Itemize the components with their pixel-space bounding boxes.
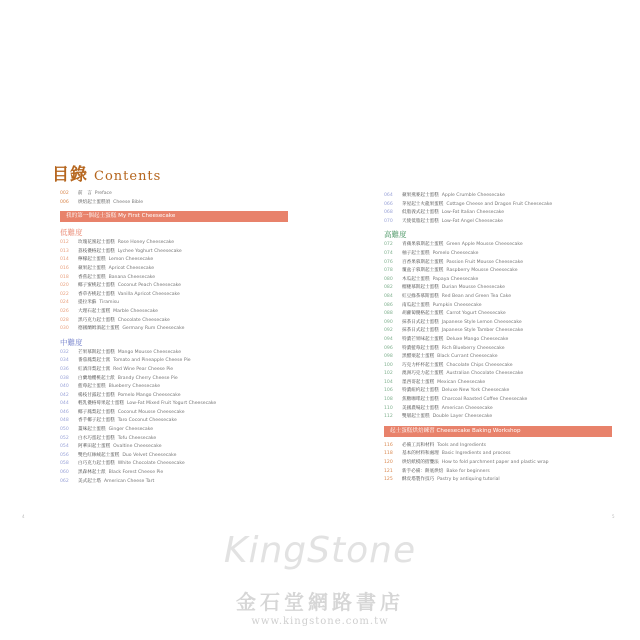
watermark-store-name: 金石堂網路書店 <box>236 590 404 614</box>
entry-title-en: Deluxe New York Cheesecake <box>441 388 510 394</box>
entry-title-en: Basic Ingredients and process <box>441 451 511 457</box>
toc-entry <box>384 192 612 201</box>
toc-entry <box>60 190 288 199</box>
entry-title-zh: 酥皮塔製作技巧 <box>402 477 435 483</box>
toc-entry <box>384 259 612 268</box>
entry-title-en: Brandy Cherry Cheese Pie <box>117 375 178 381</box>
entry-page-number: 064 <box>384 193 393 198</box>
entry-page-number: 013 <box>60 248 69 254</box>
entry-page-number: 086 <box>384 302 393 308</box>
entry-title-zh: 前 言 <box>78 191 92 196</box>
entry-title-en: Apricot Cheesecake <box>108 265 155 271</box>
toc-entry <box>60 274 288 283</box>
entry-page-number: 068 <box>384 210 393 216</box>
entry-title-zh: 特濃芒果味起士蛋糕 <box>402 336 444 342</box>
toc-entry <box>60 383 288 392</box>
entry-title-en: Red Wine Pear Cheese Pie <box>113 366 174 372</box>
toc-entry <box>384 468 612 477</box>
entry-title-zh: 柚子起士蛋糕 <box>402 250 430 256</box>
toc-entry <box>384 267 612 276</box>
entry-page-number: 072 <box>384 242 393 248</box>
entry-title-en: Pumpkin Cheesecake <box>432 302 482 308</box>
entry-page-number: 078 <box>384 268 393 274</box>
entry-title-en: Charcoal Roasted Coffee Cheesecake <box>441 397 528 403</box>
entry-page-number: 024 <box>60 300 69 306</box>
toc-entry <box>60 460 288 469</box>
entry-page-number: 030 <box>60 326 69 332</box>
entry-title-zh: 美式起士塔 <box>78 478 101 484</box>
toc-entry <box>60 357 288 366</box>
toc-entry <box>384 201 612 210</box>
entry-title-zh: 番茄鳳梨起士派 <box>78 358 111 364</box>
toc-entry <box>384 319 612 328</box>
entry-title-zh: 德國蘭姆酒起士蛋糕 <box>78 326 120 332</box>
entry-page-number: 048 <box>60 418 69 424</box>
toc-entry <box>60 375 288 384</box>
entry-page-number: 062 <box>60 478 69 484</box>
entry-title-zh: 基本的材料和處理 <box>402 451 439 457</box>
entry-page-number: 054 <box>60 444 69 450</box>
entry-page-number: 042 <box>60 392 69 398</box>
entry-page-number: 012 <box>60 240 69 246</box>
toc-entry <box>384 302 612 311</box>
toc-entry <box>384 209 612 218</box>
entry-title-zh: 青蘋果慕斯起士蛋糕 <box>402 242 444 248</box>
entry-title-en: Chocolate Chips Cheesecake <box>446 362 513 368</box>
entry-title-zh: 榴槤慕斯起士蛋糕 <box>402 285 439 291</box>
left-column <box>60 190 288 486</box>
entry-page-number: 112 <box>384 414 393 420</box>
toc-entry <box>60 417 288 426</box>
entry-title-zh: 阿華田起士蛋糕 <box>78 444 111 450</box>
entry-title-en: Blueberry Cheesecake <box>108 384 161 390</box>
entry-page-number: 104 <box>384 379 393 385</box>
entry-page-number: 080 <box>384 276 393 282</box>
toc-entry <box>384 387 612 396</box>
entry-title-en: Carrot Yogurt Cheesecake <box>446 311 506 317</box>
entry-title-en: Green Apple Mousse Cheesecake <box>446 242 523 248</box>
toc-entry <box>60 452 288 461</box>
toc-entry <box>60 469 288 478</box>
entry-title-zh: 白巧克力起士蛋糕 <box>78 461 115 467</box>
entry-title-en: Marble Cheesecake <box>113 308 158 314</box>
entry-title-zh: 椰子蜜桃起士蛋糕 <box>78 283 115 289</box>
entry-title-en: Tomato and Pineapple Cheese Pie <box>113 358 191 364</box>
entry-title-zh: 紅豆綠茶慕斯蛋糕 <box>402 293 439 299</box>
entry-title-en: Chocolate Cheesecake <box>117 317 170 323</box>
toc-entry <box>384 310 612 319</box>
entry-page-number: 084 <box>384 293 393 299</box>
watermark-url: www.kingstone.com.tw <box>251 616 389 627</box>
entry-page-number: 121 <box>384 468 393 474</box>
entry-title-zh: 提拉米蘇 <box>78 300 97 306</box>
entry-title-en: Pomelo Mango Cheesecake <box>117 392 181 398</box>
toc-entry <box>384 218 612 227</box>
entry-title-zh: 藍莓起士蛋糕 <box>78 384 106 390</box>
entry-page-number: 046 <box>60 409 69 415</box>
entry-title-en: Raspberry Mousse Cheesecake <box>446 268 518 274</box>
entry-page-number: 022 <box>60 291 69 297</box>
entry-title-en: Mexican Cheesecake <box>437 379 486 385</box>
entry-title-en: Bake for beginners <box>446 468 490 474</box>
entry-title-zh: 荔枝優格起士蛋糕 <box>78 248 115 254</box>
entry-title-zh: 白蘭地櫻桃起士派 <box>78 375 115 381</box>
entry-page-number: 002 <box>60 191 69 196</box>
entry-page-number: 058 <box>60 461 69 467</box>
entry-title-en: Durian Mousse Cheesecake <box>441 285 505 291</box>
entry-page-number: 056 <box>60 452 69 458</box>
entry-title-en: Vanilla Apricot Cheesecake <box>117 291 180 297</box>
entry-title-en: Japanese Style Lemon Cheesecake <box>441 319 522 325</box>
entry-page-number: 040 <box>60 384 69 390</box>
entry-title-en: Pomelo Cheesecake <box>432 250 479 256</box>
toc-entry <box>384 476 612 485</box>
entry-title-zh: 南瓜起士蛋糕 <box>402 302 430 308</box>
entry-page-number: 096 <box>384 345 393 351</box>
entry-page-number: 116 <box>384 442 393 448</box>
entry-title-zh: 天使低脂起士蛋糕 <box>402 218 439 224</box>
toc-entry <box>384 241 612 250</box>
section-band-baking-workshop: 起士蛋糕烘焙練習 Cheesecake Baking Workshop <box>384 426 612 437</box>
entry-page-number: 016 <box>60 265 69 271</box>
entry-page-number: 006 <box>60 199 69 205</box>
entry-title-zh: 胡蘿蔔優格起士蛋糕 <box>402 311 444 317</box>
entry-title-en: Black Currant Cheesecake <box>437 354 498 360</box>
entry-title-en: Preface <box>94 191 112 196</box>
entry-title-en: American Cheese Tart <box>103 478 155 484</box>
entry-title-en: Double Layer Cheesecake <box>432 414 493 420</box>
entry-title-en: Taro Coconut Cheesecake <box>117 418 177 424</box>
entry-title-zh: 抹茶日式起士蛋糕 <box>402 319 439 325</box>
entry-title-zh: 墨西哥起士蛋糕 <box>402 379 435 385</box>
toc-entry <box>60 435 288 444</box>
entry-page-number: 026 <box>60 308 69 314</box>
entry-page-number: 090 <box>384 319 393 325</box>
entry-title-zh: 黑醋栗起士蛋糕 <box>402 354 435 360</box>
entry-title-en: Japanese Style Tamber Cheesecake <box>441 328 524 334</box>
entry-title-en: Pastry by antiquing tutorial <box>437 477 500 483</box>
entry-title-en: White Chocolate Cheesecake <box>117 461 185 467</box>
toc-entry <box>60 282 288 291</box>
toc-entry <box>60 409 288 418</box>
entry-title-en: Coconut Mousse Cheesecake <box>117 409 185 415</box>
entry-page-number: 038 <box>60 375 69 381</box>
title-en: Contents <box>94 169 162 184</box>
page-title <box>52 160 161 185</box>
toc-entry <box>384 250 612 259</box>
entry-title-en: Low-Fat Mixed Fruit Yogurt Cheesecake <box>126 401 217 407</box>
entry-title-zh: 薑味起士蛋糕 <box>78 427 106 433</box>
entry-title-en: Cottage Cheese and Dragon Fruit Cheesecake <box>446 201 553 207</box>
entry-page-number: 034 <box>60 358 69 364</box>
entry-title-zh: 雙色紅絲絨起士蛋糕 <box>78 452 120 458</box>
entry-page-number: 100 <box>384 362 393 368</box>
page-number-right: 5 <box>612 514 615 519</box>
entry-page-number: 102 <box>384 371 393 377</box>
entry-page-number: 118 <box>384 451 393 457</box>
toc-entry <box>384 362 612 371</box>
entry-page-number: 088 <box>384 311 393 317</box>
toc-entry <box>384 459 612 468</box>
toc-entry <box>60 366 288 375</box>
entry-title-en: Rose Honey Cheesecake <box>117 240 175 246</box>
entry-title-zh: 楊枝甘露起士蛋糕 <box>78 392 115 398</box>
entry-title-zh: 蘋果起士蛋糕 <box>78 265 106 271</box>
toc-entry <box>60 299 288 308</box>
entry-title-en: How to fold parchment paper and plastic wrap <box>441 460 549 466</box>
entry-title-zh: 百香果慕斯起士蛋糕 <box>402 259 444 265</box>
entry-title-zh: 輕乳優格莓果起士蛋糕 <box>78 401 124 407</box>
entry-title-en: Cheese Bible <box>113 199 144 205</box>
toc-entry <box>384 450 612 459</box>
entry-title-en: Ovaltine Cheesecake <box>113 444 162 450</box>
entry-page-number: 120 <box>384 460 393 466</box>
toc-entry <box>384 293 612 302</box>
toc-entry <box>384 379 612 388</box>
entry-title-zh: 椰子鳳梨起士蛋糕 <box>78 409 115 415</box>
entry-title-zh: 抹茶日式起士蛋糕 <box>402 328 439 334</box>
entry-title-zh: 低脂義式起士蛋糕 <box>402 210 439 216</box>
entry-title-en: Lemon Cheesecake <box>108 257 154 263</box>
entry-page-number: 076 <box>384 259 393 265</box>
toc-entry <box>60 349 288 358</box>
toc-entry <box>384 442 612 451</box>
entry-title-en: Apple Crumble Cheesecake <box>441 193 505 198</box>
toc-entry <box>384 413 612 422</box>
entry-page-number: 110 <box>384 405 393 411</box>
toc-entry <box>60 291 288 300</box>
entry-title-zh: 香蕉起士蛋糕 <box>78 274 106 280</box>
toc-entry <box>60 317 288 326</box>
entry-page-number: 044 <box>60 401 69 407</box>
entry-title-zh: 澳洲巧克力起士蛋糕 <box>402 371 444 377</box>
entry-title-zh: 雙層起士蛋糕 <box>402 414 430 420</box>
toc-entry <box>60 248 288 257</box>
entry-page-number: 052 <box>60 435 69 441</box>
entry-title-zh: 香芋椰子起士蛋糕 <box>78 418 115 424</box>
toc-entry <box>384 396 612 405</box>
toc-entry <box>60 443 288 452</box>
entry-title-zh: 香草杏桃起士蛋糕 <box>78 291 115 297</box>
entry-title-zh: 新手必備：餅底烘焙 <box>402 468 444 474</box>
entry-title-en: Duo Velvet Cheesecake <box>122 452 177 458</box>
entry-page-number: 050 <box>60 427 69 433</box>
entry-title-en: Papaya Cheesecake <box>432 276 479 282</box>
entry-page-number: 092 <box>384 328 393 334</box>
entry-title-zh: 巧克力杯杯起士蛋糕 <box>402 362 444 368</box>
difficulty-mid-heading: 中難度 <box>60 337 83 347</box>
entry-title-en: Australian Chocolate Cheesecake <box>446 371 524 377</box>
entry-title-zh: 大理石起士蛋糕 <box>78 308 111 314</box>
difficulty-low-heading: 低難度 <box>60 228 83 238</box>
entry-page-number: 018 <box>60 274 69 280</box>
difficulty-high-heading: 高難度 <box>384 230 407 240</box>
entry-title-en: Black Forest Cheese Pie <box>108 470 164 476</box>
entry-title-zh: 木瓜起士蛋糕 <box>402 276 430 282</box>
section-band-first-cheesecake: 我的第一個起士蛋糕 My First Cheesecake <box>60 211 288 222</box>
entry-title-en: Lychee Yoghurt Cheesecake <box>117 248 182 254</box>
toc-entry <box>384 284 612 293</box>
entry-page-number: 014 <box>60 257 69 263</box>
toc-entry <box>60 426 288 435</box>
toc-entry <box>384 276 612 285</box>
entry-title-en: Deluxe Mango Cheesecake <box>446 336 509 342</box>
entry-title-zh: 必備工具和材料 <box>402 442 435 448</box>
title-zh: 目錄 <box>52 165 88 185</box>
entry-page-number: 028 <box>60 317 69 323</box>
entry-title-zh: 烘焙起士蛋糕須 <box>78 199 111 205</box>
entry-title-zh: 覆盆子慕斯起士蛋糕 <box>402 268 444 274</box>
entry-title-en: Mango Mousse Cheesecake <box>117 349 182 355</box>
entry-title-en: Banana Cheesecake <box>108 274 156 280</box>
entry-page-number: 108 <box>384 397 393 403</box>
entry-title-en: Tofu Cheesecake <box>117 435 157 441</box>
entry-title-zh: 茅屋起士火龍果蛋糕 <box>402 201 444 207</box>
toc-entry <box>60 256 288 265</box>
toc-entry <box>384 345 612 354</box>
entry-title-zh: 焦糖咖啡起士蛋糕 <box>402 397 439 403</box>
entry-title-zh: 特濃藍莓起士蛋糕 <box>402 345 439 351</box>
toc-entry <box>384 327 612 336</box>
entry-title-en: Germany Rum Cheesecake <box>122 326 185 332</box>
entry-title-zh: 黑森林起士派 <box>78 470 106 476</box>
toc-entry <box>60 239 288 248</box>
entry-title-en: Tools and Ingredients <box>437 442 486 448</box>
right-column <box>384 192 612 485</box>
entry-page-number: 074 <box>384 250 393 256</box>
entry-title-zh: 檸檬起士蛋糕 <box>78 257 106 263</box>
entry-page-number: 125 <box>384 477 393 483</box>
watermark-logo: KingStone <box>223 530 417 571</box>
toc-entry <box>60 308 288 317</box>
entry-title-zh: 特濃紐約起士蛋糕 <box>402 388 439 394</box>
entry-title-en: Low-Fat Italian Cheesecake <box>441 210 505 216</box>
entry-title-zh: 玫瑰花蜜起士蛋糕 <box>78 240 115 246</box>
page-number-left: 4 <box>22 514 25 519</box>
entry-title-zh: 紅酒洋梨起士派 <box>78 366 111 372</box>
entry-title-en: Low-Fat Angel Cheesecake <box>441 218 503 224</box>
entry-page-number: 036 <box>60 366 69 372</box>
entry-title-en: Rich Blueberry Cheesecake <box>441 345 505 351</box>
toc-entry <box>60 265 288 274</box>
entry-title-zh: 芒果慕斯起士蛋糕 <box>78 349 115 355</box>
toc-entry <box>60 392 288 401</box>
entry-page-number: 106 <box>384 388 393 394</box>
entry-title-zh: 黑巧克力起士蛋糕 <box>78 317 115 323</box>
toc-entry <box>384 336 612 345</box>
entry-title-en: American Cheesecake <box>441 405 493 411</box>
entry-page-number: 020 <box>60 283 69 289</box>
entry-page-number: 032 <box>60 349 69 355</box>
toc-entry <box>384 370 612 379</box>
entry-title-en: Passion Fruit Mousse Cheesecake <box>446 259 524 265</box>
entry-page-number: 094 <box>384 336 393 342</box>
entry-title-en: Ginger Cheesecake <box>108 427 154 433</box>
entry-title-zh: 烘焙紙模的摺疊法 <box>402 460 439 466</box>
toc-entry <box>384 405 612 414</box>
toc-entry <box>60 325 288 334</box>
entry-page-number: 070 <box>384 218 393 224</box>
entry-page-number: 098 <box>384 354 393 360</box>
entry-page-number: 082 <box>384 285 393 291</box>
entry-title-en: Coconut Peach Cheesecake <box>117 283 182 289</box>
entry-title-en: Tiramisu <box>99 300 120 306</box>
toc-entry <box>384 353 612 362</box>
toc-entry <box>60 199 288 208</box>
toc-entry <box>60 400 288 409</box>
entry-title-zh: 美國農場起士蛋糕 <box>402 405 439 411</box>
entry-title-en: Red Bean and Green Tea Cake <box>441 293 512 299</box>
entry-title-zh: 白水巧蛋起士蛋糕 <box>78 435 115 441</box>
toc-entry <box>60 478 288 487</box>
entry-page-number: 060 <box>60 470 69 476</box>
entry-title-zh: 蘋果燕麥起士蛋糕 <box>402 193 439 198</box>
entry-page-number: 066 <box>384 201 393 207</box>
